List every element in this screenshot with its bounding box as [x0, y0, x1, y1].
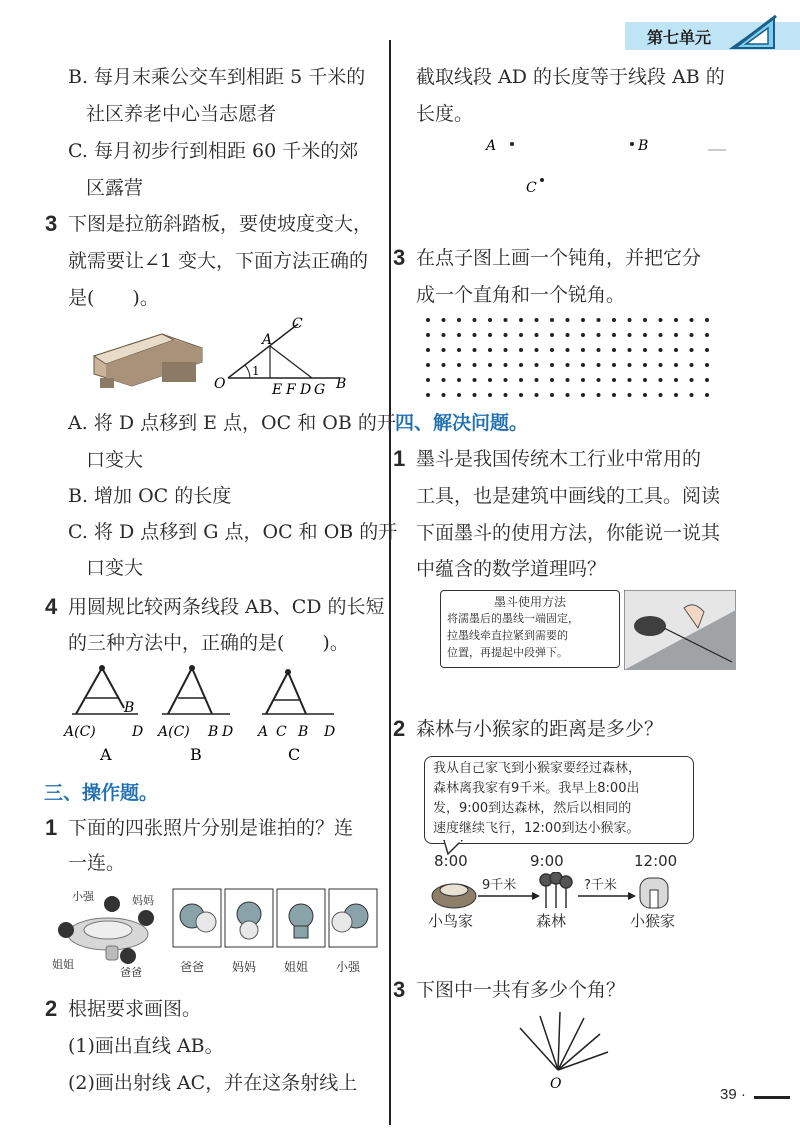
grid-dot: [690, 348, 694, 352]
grid-dot: [597, 348, 601, 352]
photo-label-1: 爸爸: [180, 960, 205, 974]
grid-dot: [643, 393, 647, 397]
grid-dot: [550, 318, 554, 322]
grid-dot: [659, 318, 663, 322]
grid-dot: [612, 348, 616, 352]
grid-dot: [659, 363, 663, 367]
q3-number: 3: [45, 211, 58, 236]
grid-dot: [690, 378, 694, 382]
fig-a-caption: A: [100, 745, 112, 764]
grid-dot: [457, 333, 461, 337]
q3-option-a-line2: 口变大: [86, 449, 144, 471]
column-divider: [389, 40, 391, 1125]
grid-dot: [535, 393, 539, 397]
grid-dot: [535, 348, 539, 352]
grid-dot: [426, 333, 430, 337]
stretch-board-illustration: [92, 326, 212, 396]
option-b-line2: 社区养老中心当志愿者: [86, 103, 277, 125]
card-line1: 将濡墨后的墨线一端固定，: [447, 612, 579, 625]
grid-dot: [426, 378, 430, 382]
grid-dot: [690, 318, 694, 322]
triangle-ruler-icon: [728, 14, 780, 50]
label-D: D: [300, 382, 312, 396]
grid-dot: [581, 378, 585, 382]
fig-c-label-a: A: [258, 724, 269, 740]
ink-line-method-card: [440, 590, 620, 668]
label-angle-1: 1: [252, 364, 260, 378]
fig-c-label-b: B: [298, 724, 309, 740]
grid-dot: [597, 393, 601, 397]
grid-dot: [643, 333, 647, 337]
fig-b-label-b: B: [208, 724, 219, 740]
grid-dot: [581, 393, 585, 397]
grid-dot: [457, 318, 461, 322]
grid-dot: [566, 378, 570, 382]
grid-dot: [550, 378, 554, 382]
label-mama: 妈妈: [132, 894, 154, 907]
time-9: 9:00: [530, 852, 564, 870]
grid-dot: [535, 318, 539, 322]
op3-line2: 成一个直角和一个锐角。: [416, 284, 626, 306]
point-a-label: A: [486, 138, 497, 154]
grid-dot: [690, 333, 694, 337]
route-diagram: [428, 872, 698, 912]
label-jiejie: 姐姐: [52, 958, 74, 971]
q3-option-a-line1: A. 将 D 点移到 E 点，OC 和 OB 的开: [68, 412, 396, 434]
label-xiaoqiang: 小强: [72, 890, 94, 903]
grid-dot: [550, 393, 554, 397]
label-baba: 爸爸: [120, 966, 142, 979]
grid-dot: [628, 348, 632, 352]
grid-dot: [581, 363, 585, 367]
label-C: C: [292, 316, 303, 332]
grid-dot: [426, 348, 430, 352]
compass-figures: [62, 662, 362, 766]
grid-dot: [550, 348, 554, 352]
label-E: E: [272, 382, 283, 396]
card-line2: 拉墨线牵直拉紧到需要的: [447, 629, 568, 642]
grid-dot: [705, 363, 709, 367]
grid-dot: [581, 333, 585, 337]
grid-dot: [612, 333, 616, 337]
grid-dot: [550, 333, 554, 337]
grid-dot: [705, 318, 709, 322]
s3-title: 下图中一共有多少个角？: [416, 979, 626, 1001]
grid-dot: [612, 363, 616, 367]
grid-dot: [566, 393, 570, 397]
grid-dot: [628, 318, 632, 322]
photo-label-2: 妈妈: [232, 960, 257, 974]
grid-dot: [535, 378, 539, 382]
grid-dot: [674, 348, 678, 352]
grid-dot: [628, 333, 632, 337]
grid-dot: [674, 363, 678, 367]
grid-dot: [535, 363, 539, 367]
op2-title: 根据要求画图。: [68, 998, 202, 1020]
q3-option-c-line2: 口变大: [86, 557, 144, 579]
bubble-line2: 森林离我家有9千米。我早上8:00出: [433, 781, 640, 796]
family-scene: [48, 886, 168, 979]
grid-dot: [426, 318, 430, 322]
grid-dot: [659, 393, 663, 397]
grid-dot: [504, 348, 508, 352]
grid-dot: [473, 378, 477, 382]
grid-dot: [442, 348, 446, 352]
distance-9km: 9千米: [482, 878, 517, 893]
page-number-rule: [754, 1096, 790, 1099]
option-b-line1: B. 每月末乘公交车到相距 5 千米的: [68, 66, 366, 88]
grid-dot: [519, 333, 523, 337]
option-c-line1: C. 每月初步行到相距 60 千米的郊: [68, 140, 359, 162]
q3-option-b: B. 增加 OC 的长度: [68, 485, 232, 507]
grid-dot: [442, 318, 446, 322]
bubble-line1: 我从自己家飞到小猴家要经过森林，: [433, 761, 642, 776]
grid-dot: [488, 363, 492, 367]
s1-line1: 墨斗是我国传统木工行业中常用的: [416, 448, 702, 470]
grid-dot: [442, 393, 446, 397]
s2-title: 森林与小猴家的距离是多少？: [416, 718, 664, 740]
q3-line3: 是( )。: [68, 287, 159, 309]
grid-dot: [705, 393, 709, 397]
compass-figure-c: [256, 669, 335, 764]
grid-dot: [659, 348, 663, 352]
origin-label: O: [550, 1076, 562, 1090]
point-c-label: C: [526, 180, 537, 196]
fig-b-label-d: D: [222, 724, 234, 740]
cont-line2: 长度。: [416, 103, 474, 125]
label-F: F: [286, 382, 296, 396]
grid-dot: [473, 393, 477, 397]
option-c-line2: 区露营: [86, 177, 144, 199]
grid-dot: [628, 363, 632, 367]
place-monkey-home: 小猴家: [630, 912, 676, 930]
photo-label-4: 小强: [336, 960, 361, 974]
angle-figure: [212, 316, 352, 396]
grid-dot: [457, 393, 461, 397]
grid-dot: [705, 333, 709, 337]
grid-dot: [488, 393, 492, 397]
grid-dot: [519, 378, 523, 382]
grid-dot: [457, 378, 461, 382]
grid-dot: [473, 348, 477, 352]
op1-line2: 一连。: [68, 852, 126, 874]
grid-dot: [504, 318, 508, 322]
grid-dot: [690, 393, 694, 397]
q4-line2: 的三种方法中，正确的是( )。: [68, 632, 349, 654]
grid-dot: [442, 378, 446, 382]
ink-line-tool-illustration: [624, 590, 736, 670]
fig-a-label-d: D: [132, 724, 144, 740]
grid-dot: [674, 333, 678, 337]
grid-dot: [566, 348, 570, 352]
grid-dot: [535, 333, 539, 337]
grid-dot: [674, 318, 678, 322]
grid-dot: [504, 333, 508, 337]
q4-line1: 用圆规比较两条线段 AB、CD 的长短: [68, 596, 385, 618]
grid-dot: [488, 318, 492, 322]
grid-dot: [597, 333, 601, 337]
grid-dot: [674, 393, 678, 397]
grid-dot: [550, 363, 554, 367]
op2-item-1: (1)画出直线 AB。: [68, 1035, 224, 1057]
bubble-line3: 发，9:00到达森林，然后以相同的: [433, 801, 632, 816]
grid-dot: [628, 378, 632, 382]
grid-dot: [442, 363, 446, 367]
photo-row: [172, 888, 378, 978]
grid-dot: [643, 348, 647, 352]
fig-a-label-ac: A(C): [64, 724, 96, 740]
op2-number: 2: [45, 996, 58, 1021]
grid-dot: [566, 333, 570, 337]
grid-dot: [457, 348, 461, 352]
grid-dot: [628, 393, 632, 397]
grid-dot: [488, 348, 492, 352]
grid-dot: [504, 378, 508, 382]
grid-dot: [581, 348, 585, 352]
card-title: 墨斗使用方法: [493, 595, 566, 609]
grid-dot: [488, 333, 492, 337]
grid-dot: [643, 363, 647, 367]
label-A: A: [262, 332, 273, 348]
grid-dot: [597, 378, 601, 382]
s1-line3: 下面墨斗的使用方法，你能说一说其: [416, 522, 721, 544]
op3-line1: 在点子图上画一个钝角，并把它分: [416, 247, 702, 269]
op1-number: 1: [45, 815, 58, 840]
grid-dot: [519, 393, 523, 397]
fig-c-label-c: C: [276, 724, 287, 740]
grid-dot: [519, 318, 523, 322]
s1-number: 1: [393, 446, 406, 471]
section-four-heading: 四、解决问题。: [395, 413, 529, 434]
points-abc: [480, 130, 730, 200]
fig-c-label-d: D: [324, 724, 336, 740]
time-12: 12:00: [634, 852, 678, 870]
grid-dot: [504, 363, 508, 367]
grid-dot: [612, 393, 616, 397]
grid-dot: [566, 363, 570, 367]
s1-line4: 中蕴含的数学道理吗？: [416, 558, 607, 580]
s3-number: 3: [393, 977, 406, 1002]
place-forest: 森林: [536, 912, 567, 930]
bird-speech-bubble: [424, 756, 694, 844]
label-O: O: [214, 376, 226, 392]
rays-figure: [500, 1010, 620, 1090]
q3-option-c-line1: C. 将 D 点移到 G 点，OC 和 OB 的开: [68, 521, 398, 543]
bubble-line4: 速度继续飞行，12:00到达小猴家。: [433, 821, 640, 836]
grid-dot: [612, 318, 616, 322]
op2-item-2: (2)画出射线 AC，并在这条射线上: [68, 1072, 358, 1094]
grid-dot: [643, 378, 647, 382]
grid-dot: [566, 318, 570, 322]
grid-dot: [705, 348, 709, 352]
q4-number: 4: [45, 594, 58, 619]
compass-figure-a: [62, 665, 143, 764]
photo-label-3: 姐姐: [284, 960, 309, 974]
grid-dot: [597, 363, 601, 367]
grid-dot: [519, 363, 523, 367]
label-G: G: [314, 382, 326, 396]
cont-line1: 截取线段 AD 的长度等于线段 AB 的: [416, 66, 725, 88]
grid-dot: [705, 378, 709, 382]
grid-dot: [597, 318, 601, 322]
op3-number: 3: [393, 245, 406, 270]
distance-unknown: ?千米: [584, 878, 617, 893]
place-bird-home: 小鸟家: [428, 912, 474, 930]
grid-dot: [442, 333, 446, 337]
fig-c-caption: C: [288, 745, 301, 764]
op1-line1: 下面的四张照片分别是谁拍的？连: [68, 817, 354, 839]
grid-dot: [612, 378, 616, 382]
grid-dot: [473, 363, 477, 367]
q3-line2: 就需要让∠1 变大，下面方法正确的: [68, 250, 369, 272]
unit-title: 第七单元: [647, 30, 712, 47]
dot-grid: [420, 312, 720, 404]
label-B: B: [336, 376, 347, 392]
grid-dot: [659, 333, 663, 337]
fig-b-caption: B: [190, 745, 202, 764]
card-line3: 位置，再提起中段弹下。: [447, 646, 568, 659]
grid-dot: [581, 318, 585, 322]
page-number: 39 ·: [720, 1086, 746, 1103]
compass-figure-b: [156, 665, 233, 764]
grid-dot: [426, 363, 430, 367]
grid-dot: [488, 378, 492, 382]
grid-dot: [674, 378, 678, 382]
grid-dot: [519, 348, 523, 352]
grid-dot: [643, 318, 647, 322]
grid-dot: [426, 393, 430, 397]
s2-number: 2: [393, 716, 406, 741]
grid-dot: [473, 318, 477, 322]
time-8: 8:00: [434, 852, 468, 870]
grid-dot: [473, 333, 477, 337]
point-b-label: B: [638, 138, 649, 154]
grid-dot: [690, 363, 694, 367]
s1-line2: 工具，也是建筑中画线的工具。阅读: [416, 485, 721, 507]
q3-line1: 下图是拉筋斜踏板，要使坡度变大，: [68, 213, 373, 235]
fig-b-label-ac: A(C): [158, 724, 190, 740]
grid-dot: [457, 363, 461, 367]
grid-dot: [659, 378, 663, 382]
section-three-heading: 三、操作题。: [44, 783, 159, 804]
fig-a-label-b: B: [124, 700, 135, 716]
grid-dot: [504, 393, 508, 397]
